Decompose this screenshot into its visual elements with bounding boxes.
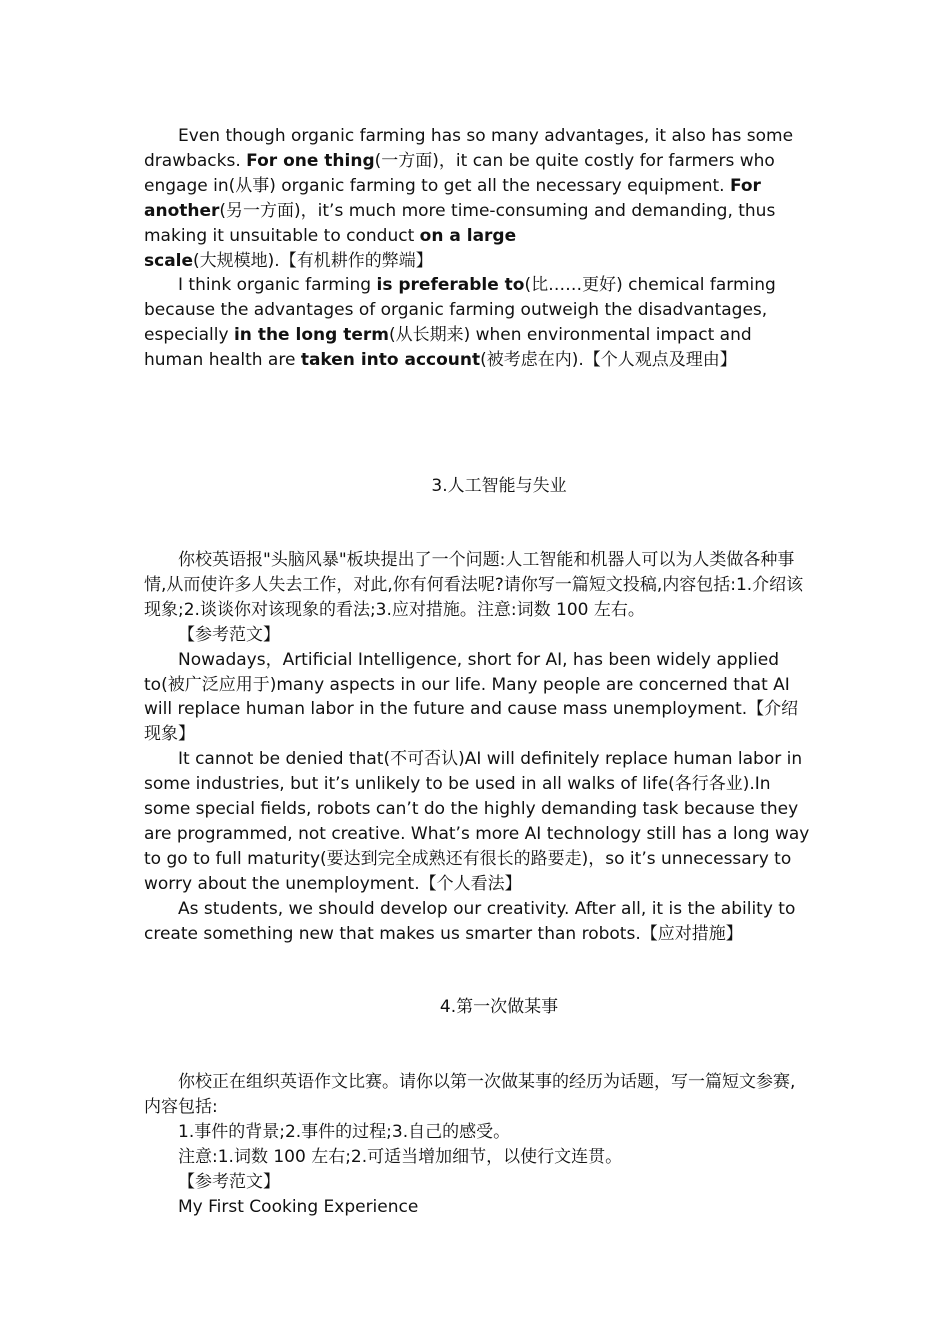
section-4-content: 1.事件的背景;2.事件的过程;3.自己的感受。	[178, 1121, 511, 1142]
text-run: (比……更好) chemical farming because the advantages of organic farming outweigh the disadvantages, especially	[144, 275, 776, 346]
organic-farming-section	[144, 124, 810, 373]
section-4-prompt: 你校正在组织英语作文比赛。请你以第一次做某事的经历为话题，写一篇短文参赛,内容包括:	[144, 1072, 796, 1117]
text-run: I think organic farming	[178, 275, 377, 296]
text-run: Even though organic farming has so many advantages, it also has some drawbacks.	[144, 126, 794, 171]
drawbacks-paragraph	[144, 124, 810, 273]
text-run: (从长期来) when environmental impact and human health are	[144, 325, 752, 371]
bold-phrase: For another	[144, 175, 761, 221]
section-3-reference-label: 【参考范文】	[178, 624, 280, 645]
ai-unemployment-section	[144, 548, 810, 947]
text-run: (另一方面)，it’s much more time-consuming and demanding, thus making it unsuitable to conduct	[144, 200, 776, 246]
bold-phrase: For one thing	[246, 150, 375, 171]
bold-phrase: is preferable to	[376, 275, 525, 296]
text-run: (大规模地).【有机耕作的弊端】	[193, 250, 433, 271]
bold-phrase: on a large scale	[144, 225, 517, 271]
text-run: (一方面)，it can be quite costly for farmers who engage in(从事) organic farming to get all the necessary equipment.	[144, 150, 775, 196]
opinion-paragraph	[144, 273, 810, 373]
section-4-note: 注意:1.词数 100 左右;2.可适当增加细节，以使行文连贯。	[178, 1146, 623, 1167]
section-3-heading: 3.人工智能与失业	[431, 476, 567, 496]
bold-phrase: taken into account	[300, 350, 481, 371]
essay-title: My First Cooking Experience	[178, 1196, 419, 1217]
section-3-prompt: 你校英语报"头脑风暴"板块提出了一个问题:人工智能和机器人可以为人类做各种事情,从而使许多人失去工作，对此,你有何看法呢?请你写一篇短文投稿,内容包括:1.介绍该现象;2.谈谈你对该现象的看法;3.应对措施。注意:词数 100 左右。	[144, 550, 804, 620]
section-3-paragraph-3: As students, we should develop our creativity. After all, it is the ability to create something new that makes us smarter than robots.【应对措施】	[144, 898, 796, 944]
section-4-heading: 4.第一次做某事	[439, 997, 559, 1017]
first-time-section	[144, 1070, 810, 1219]
bold-phrase: in the long term	[233, 325, 389, 346]
section-3-paragraph-2: It cannot be denied that(不可否认)AI will definitely replace human labor in some industries, but it’s unlikely to be used in all walks of life(各行各业).In some special fields, robots can’t do the highly demanding task because they are programmed, not creative. What’s more AI technology still has a long way to go to full maturity(要达到完全成熟还有很长的路要走)，so it’s unnecessary to worry about the unemployment.【个人看法】	[144, 749, 810, 894]
section-4-reference-label: 【参考范文】	[178, 1171, 280, 1192]
section-3-paragraph-1: Nowadays，Artificial Intelligence, short for AI, has been widely applied to(被广泛应用于)many aspects in our life. Many people are concerned that AI will replace human labor in the future and cause mass unemployment.【介绍现象】	[144, 649, 799, 745]
text-run: (被考虑在内).【个人观点及理由】	[480, 350, 737, 371]
